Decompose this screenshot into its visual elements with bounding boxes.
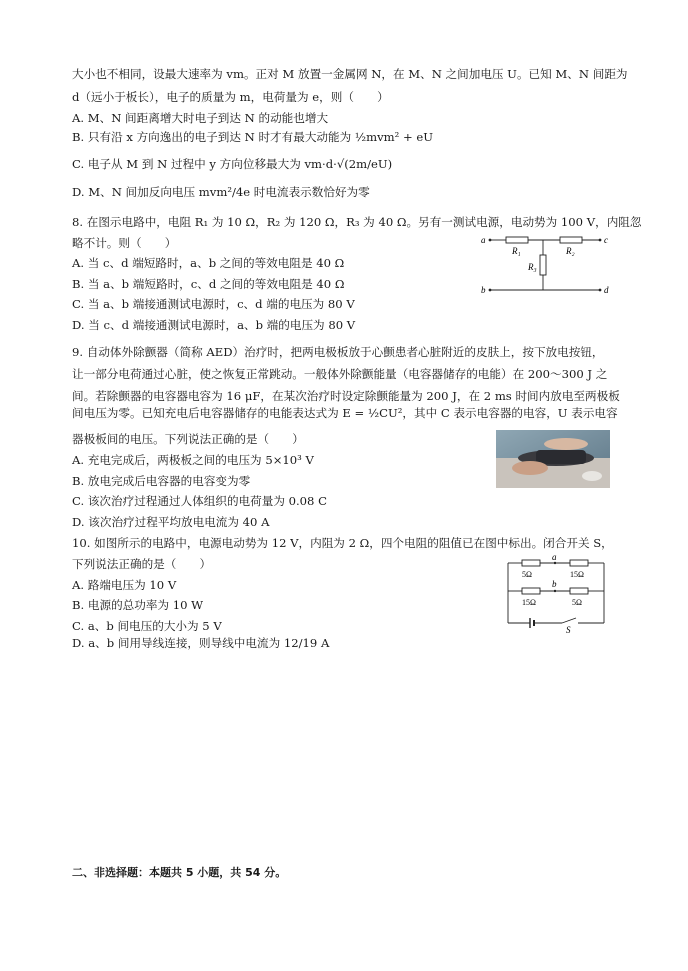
q10-circuit-diagram	[500, 555, 610, 633]
q10-option-a: A. 路端电压为 10 V	[72, 578, 177, 592]
q7-option-c: C. 电子从 M 到 N 过程中 y 方向位移最大为 vm·d·√(2m/eU)	[72, 157, 393, 171]
q10-label-5ohm-top: 5Ω	[522, 570, 532, 579]
q10-option-b: B. 电源的总功率为 10 W	[72, 598, 204, 612]
q8-resistor-r3	[540, 255, 546, 275]
q10-stem-line1: 10. 如图所示的电路中，电源电动势为 12 V，内阻为 2 Ω，四个电阻的阻值已在图中标出。闭合开关 S，	[72, 536, 613, 550]
q10-label-15ohm-top: 15Ω	[570, 570, 584, 579]
q9-stem-line1: 9. 自动体外除颤器（简称 AED）治疗时，把两电极板放于心颤患者心脏附近的皮肤上，按下放电按钮，	[72, 345, 604, 359]
q8-resistor-r1	[506, 237, 528, 243]
q8-terminal-b: b	[481, 285, 486, 295]
q9-stem-line2: 让一部分电荷通过心脏，使之恢复正常跳动。一般体外除颤能量（电容器储存的电能）在 200～300 J 之	[72, 367, 608, 381]
q8-circuit-diagram	[478, 230, 618, 300]
q10-option-c: C. a、b 间电压的大小为 5 V	[72, 619, 222, 633]
q8-stem-line2: 略不计。则（ ）	[72, 236, 177, 250]
q10-node-a: a	[552, 555, 557, 562]
q10-option-d: D. a、b 间用导线连接，则导线中电流为 12/19 A	[72, 636, 330, 650]
q10-switch-label: S	[566, 625, 571, 633]
q8-option-b: B. 当 a、b 端短路时，c、d 之间的等效电阻是 40 Ω	[72, 277, 345, 291]
q9-option-b: B. 放电完成后电容器的电容变为零	[72, 474, 251, 488]
q8-option-a: A. 当 c、d 端短路时，a、b 之间的等效电阻是 40 Ω	[72, 256, 345, 270]
q8-label-r2: R₂	[566, 246, 575, 256]
q10-resistor-15ohm-bottom	[522, 588, 540, 594]
q10-stem-line2: 下列说法正确的是（ ）	[72, 557, 212, 571]
q10-switch	[562, 618, 576, 623]
aed-photo	[496, 430, 610, 488]
q8-label-r1: R₁	[512, 246, 521, 256]
q8-terminal-a: a	[481, 235, 486, 245]
q9-stem-line5: 器极板间的电压。下列说法正确的是（ ）	[72, 432, 304, 446]
section-2-heading: 二、非选择题：本题共 5 小题，共 54 分。	[72, 866, 287, 879]
q8-terminal-c: c	[604, 235, 608, 245]
q10-node-b: b	[552, 579, 557, 589]
q10-resistor-15ohm-top	[570, 560, 588, 566]
q10-label-15ohm-bottom: 15Ω	[522, 598, 536, 607]
q7-option-a: A. M、N 间距离增大时电子到达 N 的动能也增大	[72, 111, 329, 125]
q9-option-c: C. 该次治疗过程通过人体组织的电荷量为 0.08 C	[72, 494, 327, 508]
q9-stem-line3: 间。若除颤器的电容器电容为 16 μF，在某次治疗时设定除颤能量为 200 J，在 2 ms 时间内放电至两极板	[72, 389, 620, 403]
q7-stem-line1: 大小也不相同，设最大速率为 vm。正对 M 放置一金属网 N，在 M、N 之间加电压 U。已知 M、N 间距为	[72, 67, 628, 81]
q8-terminal-d: d	[604, 285, 609, 295]
q7-option-b: B. 只有沿 x 方向逸出的电子到达 N 时才有最大动能为 ½mvm² + eU	[72, 130, 434, 144]
q9-option-d: D. 该次治疗过程平均放电电流为 40 A	[72, 515, 270, 529]
q10-resistor-5ohm-top	[522, 560, 540, 566]
q9-stem-line4: 间电压为零。已知充电后电容器储存的电能表达式为 E = ½CU²，其中 C 表示电容器的电容，U 表示电容	[72, 406, 618, 420]
q8-option-d: D. 当 c、d 端接通测试电源时，a、b 端的电压为 80 V	[72, 318, 356, 332]
q9-option-a: A. 充电完成后，两极板之间的电压为 5×10³ V	[72, 453, 314, 467]
q8-label-r3: R₃	[528, 262, 537, 272]
q7-option-d: D. M、N 间加反向电压 mvm²/4e 时电流表示数恰好为零	[72, 185, 370, 199]
q7-stem-line2: d（远小于板长），电子的质量为 m，电荷量为 e，则（ ）	[72, 90, 389, 104]
q10-resistor-5ohm-bottom	[570, 588, 588, 594]
q8-resistor-r2	[560, 237, 582, 243]
q8-option-c: C. 当 a、b 端接通测试电源时，c、d 端的电压为 80 V	[72, 297, 355, 311]
q8-stem-line1: 8. 在图示电路中，电阻 R₁ 为 10 Ω，R₂ 为 120 Ω，R₃ 为 40 Ω。另有一测试电源，电动势为 100 V，内阻忽	[72, 215, 642, 229]
q10-label-5ohm-bottom: 5Ω	[572, 598, 582, 607]
